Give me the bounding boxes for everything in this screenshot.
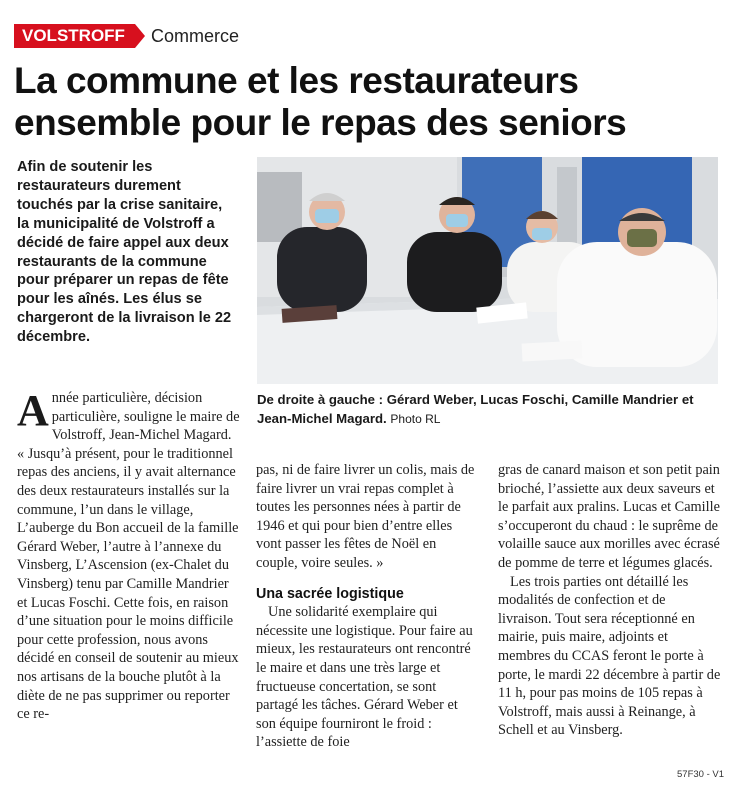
photo-credit: Photo RL [390, 411, 441, 426]
photo-caption [257, 391, 727, 428]
column-2-text-bottom: Une solidarité exemplaire qui nécessite une logistique. Pour faire au mieux, les restaurateurs ont rencontré le maire et dans une très large et fructueuse concertation, se sont partagé les tâches. Gérard Weber et son équipe fourniront le froid : l’assiette de foie [256, 604, 473, 751]
article-photo [257, 157, 718, 384]
caption-text: De droite à gauche : Gérard Weber, Lucas Foschi, Camille Mandrier et Jean-Michel Magard. [257, 392, 694, 426]
column-2-text-top: pas, ni de faire livrer un colis, mais de faire livrer un vrai repas complet à toutes les personnes nées à partir de 1946 et qui pour bien d’entre elles vont passer les fêtes de Noël en couple, voire seules. » [256, 462, 475, 571]
article-column-2 [256, 461, 480, 752]
lead-paragraph: Afin de soutenir les restaurateurs durement touchés par la crise sanitaire, la municipalité de Volstroff a décidé de faire appel aux deux restaurants de la commune pour préparer un repas de fête pour les aînés. Les élus se chargeront de la livraison le 22 décembre. [17, 159, 232, 346]
locality-tag: VOLSTROFF [14, 24, 135, 48]
article-column-3 [498, 461, 722, 740]
page-folio: 57F30 - V1 [677, 769, 724, 780]
section-label: Commerce [150, 25, 239, 46]
section-rubric [14, 24, 239, 48]
meeting-photo-illustration [257, 157, 718, 384]
column-1-text: nnée particulière, décision particulière, souligne le maire de Volstroff, Jean-Michel Magard. « Jusqu’à présent, pour le traditionnel repas des anciens, il y avait alternance des deux restaurateurs installés sur la commune, l’un dans le village, L’auberge du Bon accueil de la famille Gérard Weber, l’autre à l’annexe du Vinsberg, L’Ascension (ex-Chalet du Vinsberg) tenu par Camille Mandrier et Lucas Foschi. Cette fois, en raison d’une situation pour le moins difficile pour cette profession, nous avons décidé en conseil de soutenir au mieux nos artisans de la bouche plutôt à la diète de ne pas supprimer ou reporter ce re- [17, 390, 240, 723]
column-3-text-top: gras de canard maison et son petit pain brioché, l’assiette aux deux saveurs et le parfait aux pralins. Lucas et Camille s’occuperont du chaud : le suprême de volaille sauce aux morilles avec écrasé de pomme de terre et légumes glacés. [498, 462, 720, 571]
article-column-1 [17, 386, 242, 724]
intertitle: Una sacrée logistique [256, 585, 404, 602]
drop-cap: A [17, 386, 49, 435]
headline: La commune et les restaurateurs ensemble pour le repas des seniors [14, 60, 627, 143]
column-3-text-bottom: Les trois parties ont détaillé les modalités de confection et de livraison. Tout sera réceptionné en mairie, puis maire, adjoints et membres du CCAS feront le porte à porte, le mardi 22 décembre à partir de 11 h, pour pas moins de 105 repas à Volstroff, mais aussi à Reinange, à Schell et au Vinsberg. [498, 573, 721, 739]
